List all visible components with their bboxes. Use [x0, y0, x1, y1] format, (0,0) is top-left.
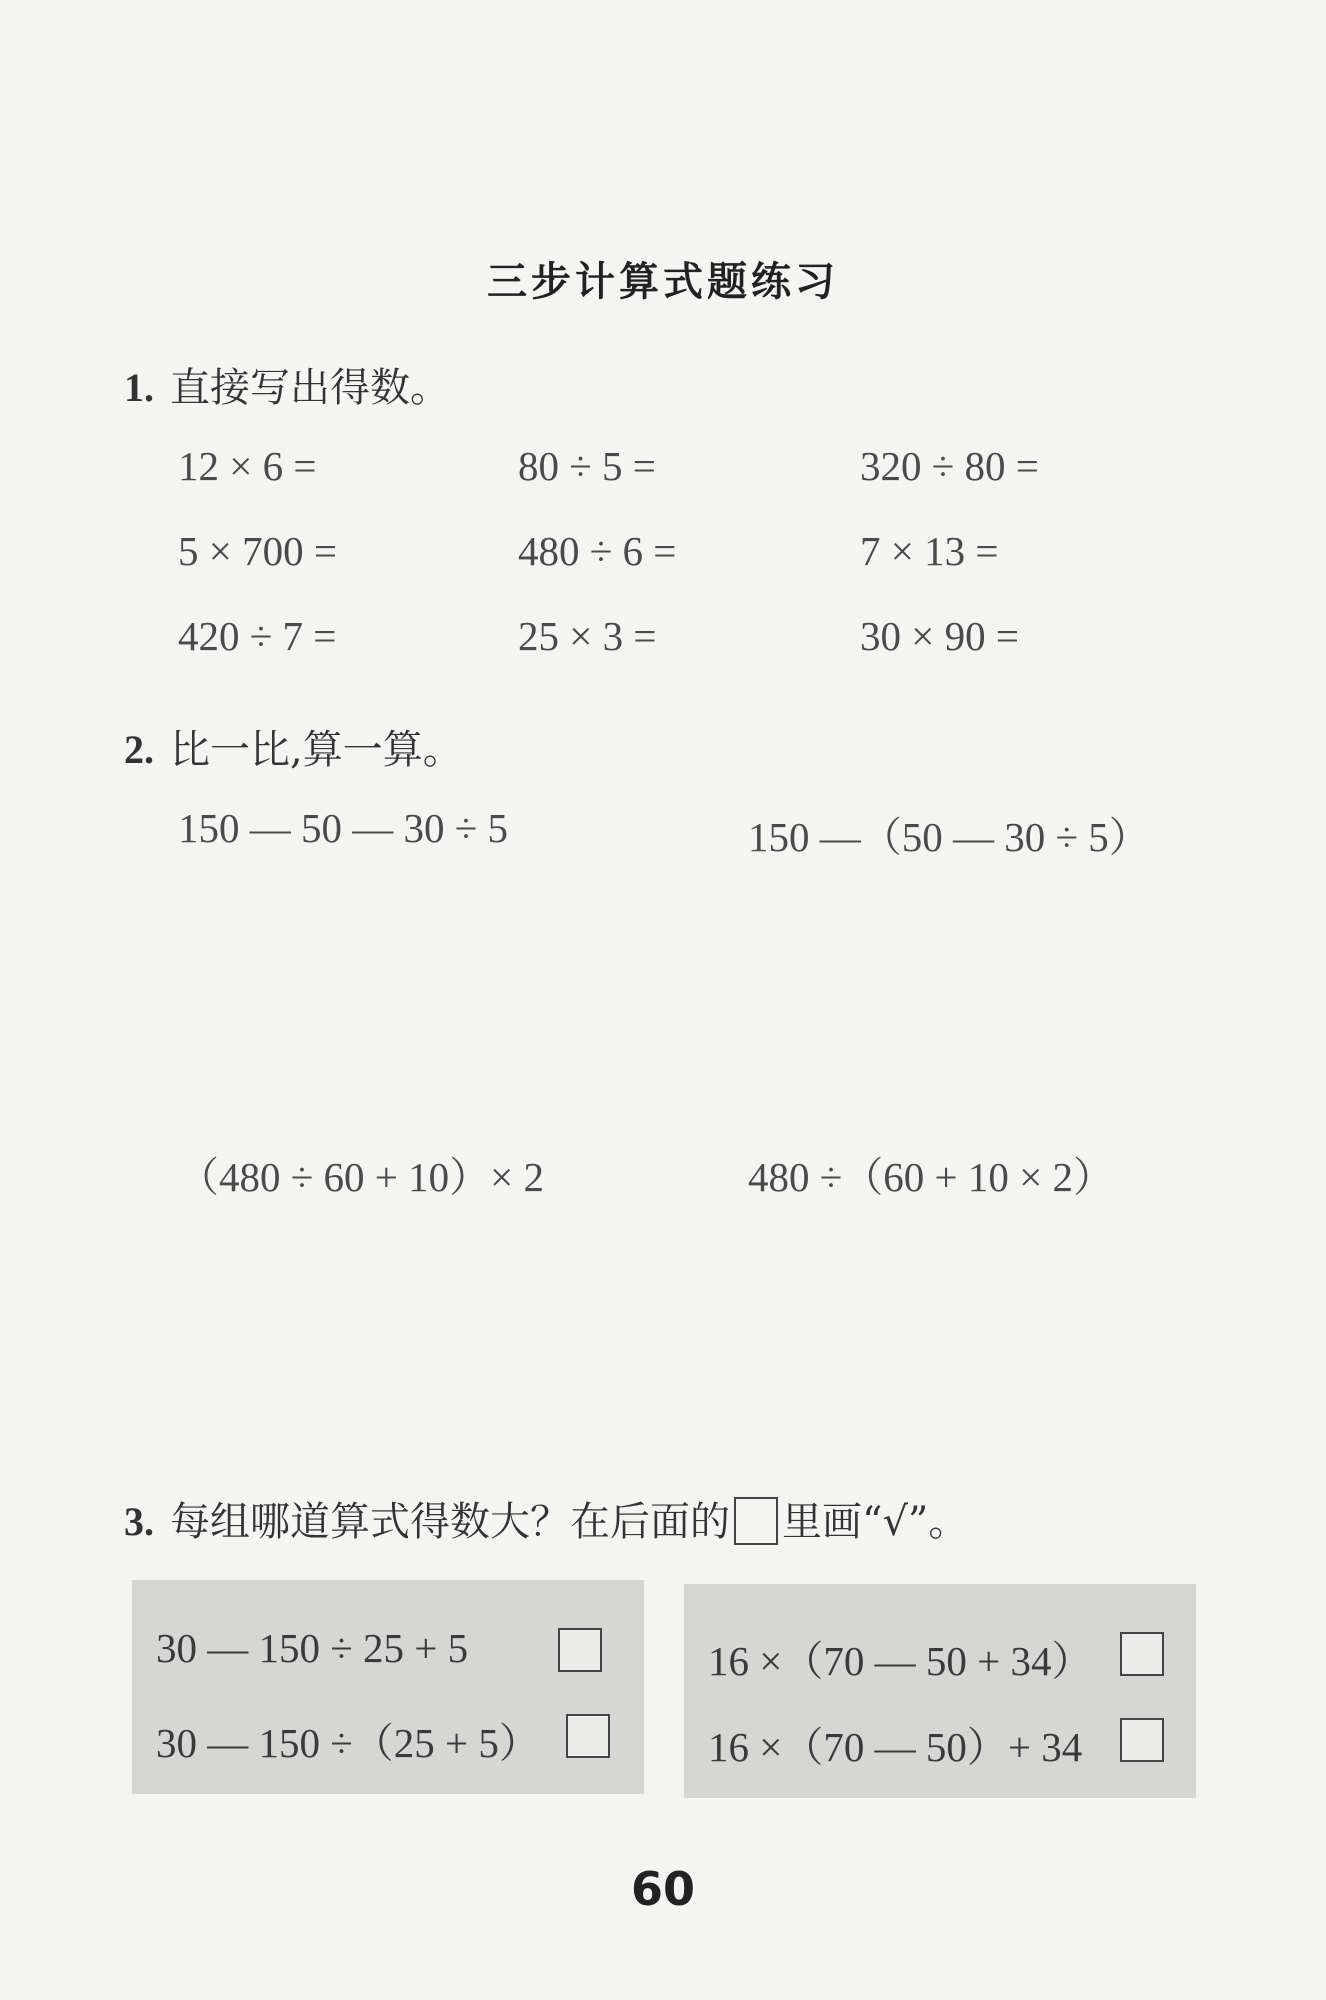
- q3-option-expression: 30 — 150 ÷（25 + 5）: [156, 1720, 540, 1766]
- q1-item: 12 × 6 =: [178, 443, 317, 489]
- q3-option-expression: 30 — 150 ÷ 25 + 5: [156, 1625, 469, 1671]
- answer-checkbox[interactable]: [1120, 1718, 1164, 1762]
- q2-item: 150 — 50 — 30 ÷ 5: [178, 805, 509, 851]
- page-number: 60: [630, 1862, 695, 1916]
- q3-group-2: [684, 1584, 1196, 1798]
- answer-box-sample: [734, 1497, 778, 1545]
- question-2-heading: [124, 718, 463, 775]
- q3-option: [132, 1706, 644, 1766]
- page-title: 三步计算式题练习: [487, 259, 839, 305]
- question-1-number: 1.: [124, 365, 154, 410]
- question-1-heading: [124, 356, 450, 413]
- q2-item: 150 —（50 — 30 ÷ 5）: [748, 814, 1150, 860]
- q3-option: [684, 1624, 1196, 1684]
- question-3-instruction-before: 每组哪道算式得数大？在后面的: [170, 1499, 730, 1545]
- question-3-instruction-after: 里画“√”。: [782, 1499, 969, 1545]
- question-2-instruction: 比一比,算一算。: [170, 727, 463, 773]
- answer-checkbox[interactable]: [1120, 1632, 1164, 1676]
- q3-option-expression: 16 ×（70 — 50 + 34）: [708, 1638, 1093, 1684]
- question-3-number: 3.: [124, 1499, 154, 1544]
- q3-option: [132, 1620, 644, 1680]
- q2-item: （480 ÷ 60 + 10）× 2: [178, 1154, 544, 1200]
- q2-item: 480 ÷（60 + 10 × 2）: [748, 1154, 1114, 1200]
- q1-item: 480 ÷ 6 =: [518, 528, 677, 574]
- q1-item: 80 ÷ 5 =: [518, 443, 656, 489]
- question-3-heading: [124, 1490, 968, 1547]
- q1-item: 25 × 3 =: [518, 613, 657, 659]
- q1-item: 7 × 13 =: [860, 528, 999, 574]
- q3-group-1: [132, 1580, 644, 1794]
- answer-checkbox[interactable]: [566, 1714, 610, 1758]
- question-2-number: 2.: [124, 727, 154, 772]
- question-1-instruction: 直接写出得数。: [170, 365, 450, 411]
- q1-item: 320 ÷ 80 =: [860, 443, 1039, 489]
- answer-checkbox[interactable]: [558, 1628, 602, 1672]
- q3-option: [684, 1710, 1196, 1770]
- q1-item: 420 ÷ 7 =: [178, 613, 337, 659]
- q1-item: 5 × 700 =: [178, 528, 337, 574]
- q3-option-expression: 16 ×（70 — 50）+ 34: [708, 1724, 1083, 1770]
- q1-item: 30 × 90 =: [860, 613, 1019, 659]
